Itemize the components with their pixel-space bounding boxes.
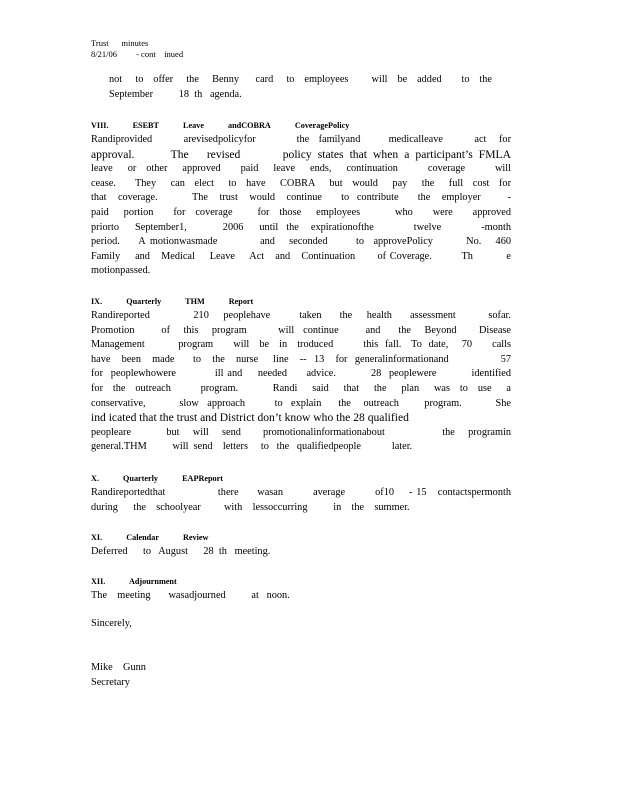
paragraph-line: Management program will be in troduced this fall. To date, 70 calls bbox=[91, 339, 511, 351]
paragraph-line: ind icated that the trust and District don’t know who the 28 qualified bbox=[91, 411, 409, 425]
section-title-part: Quarterly bbox=[123, 474, 159, 483]
section-number: XII. bbox=[91, 577, 106, 586]
section-title-part: Report bbox=[228, 297, 254, 306]
header-subtitle: 8/21/06 - cont inued bbox=[91, 49, 184, 59]
paragraph-line: that coverage. The trust would continue to contribute the employer - bbox=[91, 192, 511, 204]
paragraph-line: Family and Medical Leave Act and Continuation of Coverage. Th e bbox=[91, 250, 511, 262]
paragraph-line: peopleare but will send promotionalinformationabout the programin bbox=[91, 426, 511, 438]
paragraph-line: Randiprovided arevisedpolicyfor the familyand medicalleave act for bbox=[91, 134, 511, 145]
document-header bbox=[91, 38, 183, 60]
paragraph-line: paid portion for coverage for those employees who were approved bbox=[91, 206, 511, 218]
paragraph-line: for the outreach program. Randi said that the plan was to use a bbox=[91, 382, 511, 394]
paragraph-line: have been made to the nurse line -- 13 for generalinformationand 57 bbox=[91, 353, 511, 365]
section-heading bbox=[91, 119, 511, 133]
paragraph-line: September 18 th agenda. bbox=[109, 88, 242, 100]
section-xii bbox=[91, 575, 511, 604]
section-title-part: Adjournment bbox=[128, 577, 177, 586]
intro-paragraph bbox=[91, 73, 492, 102]
section-number: X. bbox=[91, 474, 99, 483]
paragraph-line: leave or other approved paid leave ends, continuation coverage will bbox=[91, 163, 511, 175]
paragraph-line: during the schoolyear with lessoccurring in the summer. bbox=[91, 501, 410, 513]
section-ix bbox=[91, 295, 511, 455]
section-title-part: EAPReport bbox=[182, 474, 224, 483]
salutation: Sincerely, bbox=[91, 618, 132, 629]
paragraph-line: Randireported 210 peoplehave taken the health assessment sofar. bbox=[91, 310, 511, 321]
section-heading bbox=[91, 531, 511, 545]
section-heading bbox=[91, 575, 511, 589]
section-title-part: ESEBT bbox=[132, 121, 159, 130]
paragraph-line: Deferred to August 28 th meeting. bbox=[91, 546, 271, 557]
section-title-part: Quarterly bbox=[126, 297, 162, 306]
paragraph-line: not to offer the Benny card to employees will be added to the bbox=[109, 74, 492, 85]
section-xi bbox=[91, 531, 511, 560]
section-title-part: Calendar bbox=[126, 533, 159, 542]
signer-position: Secretary bbox=[91, 677, 130, 688]
section-heading bbox=[91, 295, 511, 309]
section-x bbox=[91, 472, 511, 515]
paragraph-line: motionpassed. bbox=[91, 265, 151, 277]
section-title-part: CoveragePolicy bbox=[294, 121, 350, 130]
paragraph-line: priorto September1, 2006 until the expirationofthe twelve -month bbox=[91, 221, 511, 233]
section-title-part: andCOBRA bbox=[228, 121, 271, 130]
paragraph-line: period. A motionwasmade and seconded to approvePolicy No. 460 bbox=[91, 236, 511, 248]
header-title: Trust minutes bbox=[91, 38, 149, 48]
paragraph-line: conservative, slow approach to explain the outreach program. She bbox=[91, 397, 511, 409]
paragraph-line: Randireportedthat there wasan average of10 - 15 contactspermonth bbox=[91, 487, 511, 498]
section-title-part: Review bbox=[183, 533, 209, 542]
paragraph-line: approval. The revised policy states that when a participant’s FMLA bbox=[91, 147, 511, 161]
signer-name: Mike Gunn bbox=[91, 662, 146, 673]
section-number: XI. bbox=[91, 533, 103, 542]
paragraph-line: for peoplewhowere ill and needed advice. 28 peoplewere identified bbox=[91, 368, 511, 380]
section-viii bbox=[91, 119, 511, 279]
section-title-part: Leave bbox=[183, 121, 204, 130]
paragraph-line: Promotion of this program will continue and the Beyond Disease bbox=[91, 324, 511, 336]
paragraph-line: The meeting wasadjourned at noon. bbox=[91, 590, 290, 601]
section-title-part: THM bbox=[185, 297, 205, 306]
section-heading bbox=[91, 472, 511, 486]
section-number: VIII. bbox=[91, 121, 109, 130]
paragraph-line: cease. They can elect to have COBRA but would pay the full cost for bbox=[91, 177, 511, 189]
section-number: IX. bbox=[91, 297, 103, 306]
paragraph-line: general.THM will send letters to the qualifiedpeople later. bbox=[91, 441, 413, 453]
